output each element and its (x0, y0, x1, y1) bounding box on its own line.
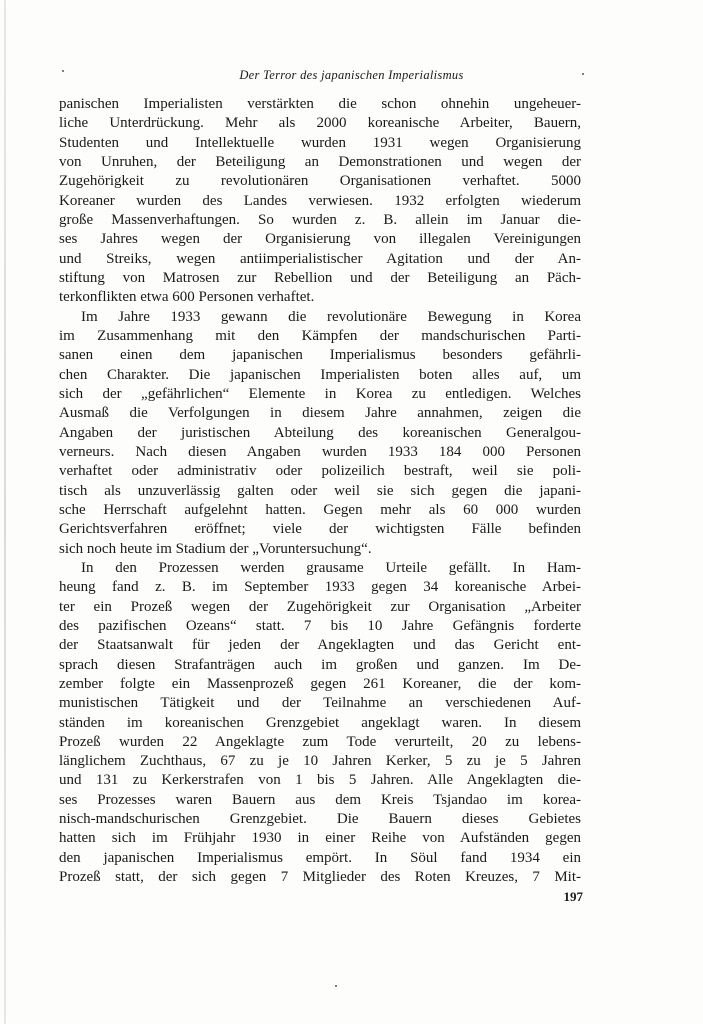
text-line: im Zusammenhang mit den Kämpfen der mandschurischen Parti- (59, 327, 581, 344)
text-line: Prozeß statt, der sich gegen 7 Mitglieder des Roten Kreuzes, 7 Mit- (59, 869, 581, 886)
text-line: von Unruhen, der Beteiligung an Demonstrationen und wegen der (59, 153, 581, 170)
text-line: hatten sich im Frühjahr 1930 in einer Reihe von Aufständen gegen (59, 830, 581, 847)
text-line: Koreaner wurden des Landes verwiesen. 1932 erfolgten wiederum (59, 192, 581, 209)
text-line: sich noch heute im Stadium der „Voruntersuchung“. (59, 540, 372, 557)
page-number: 197 (563, 889, 583, 904)
paragraph-first-line: In den Prozessen werden grausame Urteile gefällt. In Ham- (81, 559, 581, 576)
text-line: Prozeß wurden 22 Angeklagte zum Tode verurteilt, 20 zu lebens- (59, 733, 581, 750)
text-line: panischen Imperialisten verstärkten die schon ohnehin ungeheuer- (59, 96, 581, 112)
text-line: Zugehörigkeit zu revolutionären Organisationen verhaftet. 5000 (59, 173, 581, 190)
text-line: munistischen Tätigkeit und der Teilnahme an verschiedenen Auf- (59, 695, 581, 712)
text-line: liche Unterdrückung. Mehr als 2000 koreanische Arbeiter, Bauern, (59, 115, 581, 132)
text-line: Studenten und Intellektuelle wurden 1931 wegen Organisierung (59, 134, 581, 151)
text-line: chen Charakter. Die japanischen Imperialisten boten alles auf, um (59, 366, 581, 383)
text-line: ter ein Prozeß wegen der Zugehörigkeit zur Organisation „Arbeiter (59, 598, 581, 615)
text-line: heung fand z. B. im September 1933 gegen 34 koreanische Arbei- (59, 579, 581, 596)
text-line: große Massenverhaftungen. So wurden z. B. allein im Januar die- (59, 211, 581, 228)
text-line: des pazifischen Ozeans“ statt. 7 bis 10 Jahre Gefängnis forderte (59, 617, 581, 634)
text-line: länglichem Zuchthaus, 67 zu je 10 Jahren Kerker, 5 zu je 5 Jahren (59, 753, 581, 770)
text-line: und Streiks, wegen antiimperialistischer Agitation und der An- (59, 250, 581, 267)
text-line: und 131 zu Kerkerstrafen von 1 bis 5 Jahren. Alle Angeklagten die- (59, 772, 581, 789)
text-line: der Staatsanwalt für jeden der Angeklagten und das Gericht ent- (59, 637, 581, 654)
text-line: sich der „gefährlichen“ Elemente in Korea zu entledigen. Welches (59, 385, 581, 402)
text-line: tisch als unzuverlässig galten oder weil sie sich gegen die japani- (59, 482, 581, 499)
text-line: ständen im koreanischen Grenzgebiet angeklagt waren. In diesem (59, 714, 581, 731)
text-line: sprach diesen Strafanträgen auch im großen und ganzen. Im De- (59, 656, 581, 673)
text-line: ses Prozesses waren Bauern aus dem Kreis Tsjandao im korea- (59, 791, 581, 808)
text-line: sanen einen dem japanischen Imperialismus besonders gefährli- (59, 347, 581, 364)
body-text (59, 95, 581, 887)
text-line: Angaben der juristischen Abteilung des koreanischen Generalgou- (59, 424, 581, 441)
text-line: verneurs. Nach diesen Angaben wurden 1933 184 000 Personen (59, 443, 581, 460)
text-line: Gerichtsverfahren eröffnet; viele der wichtigsten Fälle befinden (59, 521, 581, 538)
text-line: Ausmaß die Verfolgungen in diesem Jahre annahmen, zeigen die (59, 405, 581, 422)
text-line: stiftung von Matrosen zur Rebellion und der Beteiligung an Päch- (59, 269, 581, 286)
paragraph-first-line: Im Jahre 1933 gewann die revolutionäre Bewegung in Korea (81, 308, 581, 325)
text-line: zember folgte ein Massenprozeß gegen 261 Koreaner, die der kom- (59, 675, 581, 692)
print-speck (335, 985, 337, 987)
text-line: verhaftet oder administrativ oder polizeilich bestraft, weil sie poli- (59, 463, 581, 480)
text-line: nisch-mandschurischen Grenzgebiet. Die Bauern dieses Gebietes (59, 811, 581, 828)
text-line: den japanischen Imperialismus empört. In Söul fand 1934 ein (59, 849, 581, 866)
text-line: ses Jahres wegen der Organisierung von illegalen Vereinigungen (59, 231, 581, 248)
text-line: sche Herrschaft aufgelehnt hatten. Gegen mehr als 60 000 wurden (59, 501, 581, 518)
page-edge-shadow (4, 0, 6, 1024)
text-line: terkonflikten etwa 600 Personen verhaftet. (59, 289, 315, 306)
running-head: Der Terror des japanischen Imperialismus (239, 68, 464, 82)
